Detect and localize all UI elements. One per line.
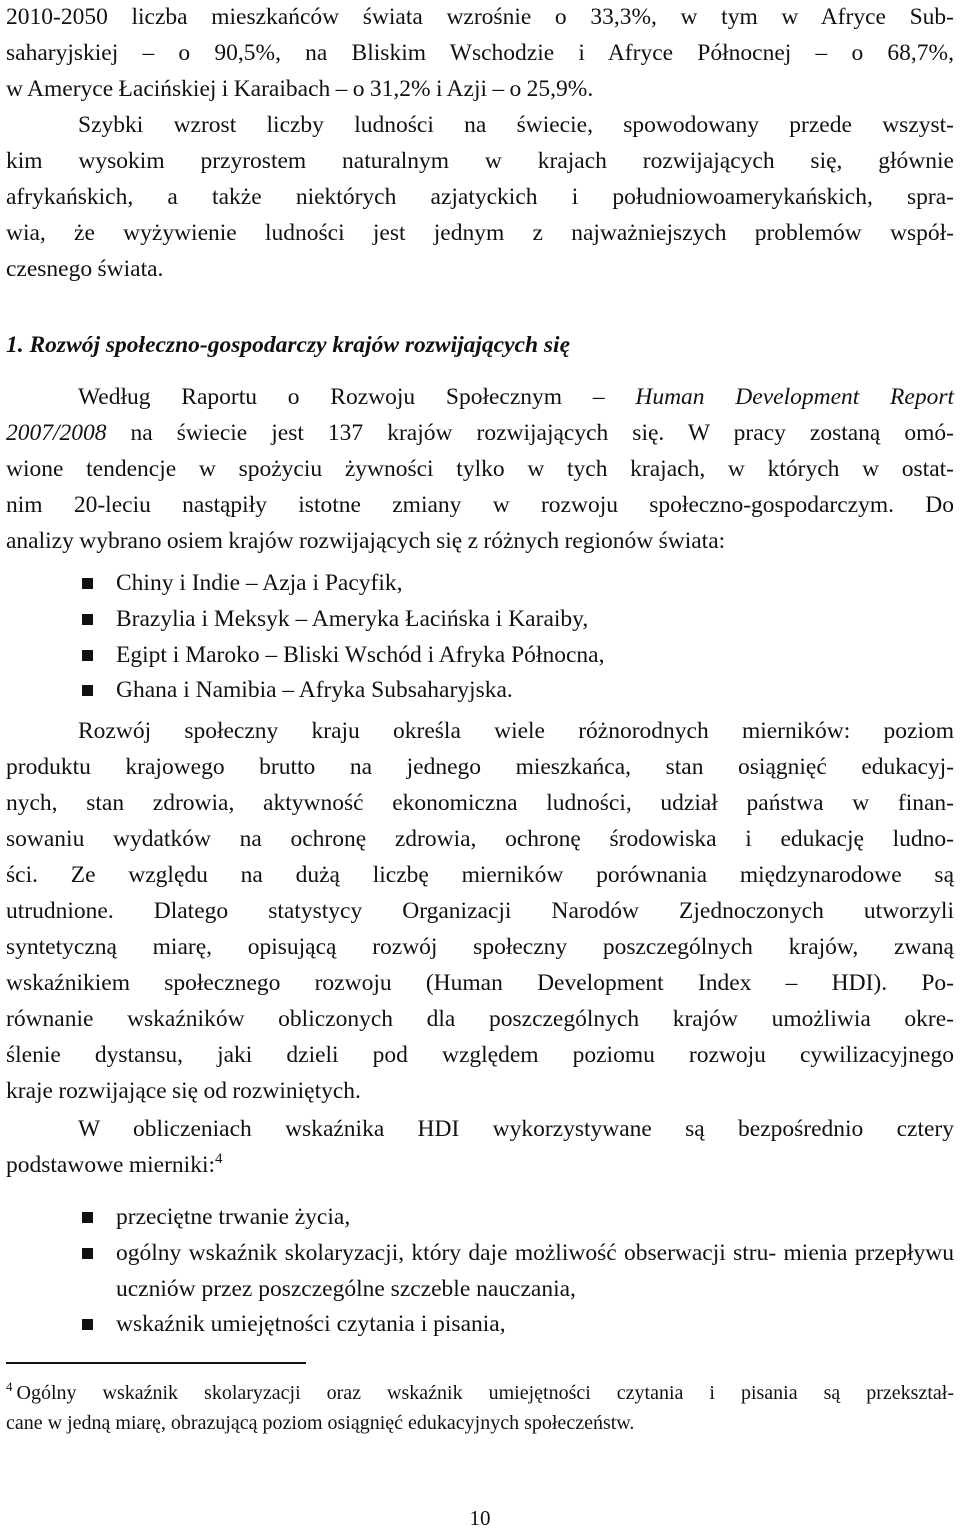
list-item	[6, 1307, 954, 1343]
para3-line-2-text: na świecie jest 137 krajów rozwijających się. W pracy zostaną omó-	[106, 420, 954, 446]
list-item	[6, 602, 954, 638]
square-bullet-icon	[82, 614, 93, 625]
para4-line-7: syntetyczną miarę, opisującą rozwój społeczny poszczególnych krajów, zwaną	[6, 934, 954, 960]
para4-line-2: produktu krajowego brutto na jednego mieszkańca, stan osiągnięć edukacyj-	[6, 754, 954, 780]
footnote-text-1: Ogólny wskaźnik skolaryzacji oraz wskaźnik umiejętności czytania i pisania są przekształ-	[16, 1382, 954, 1404]
list-item-text: ogólny wskaźnik skolaryzacji, który daje możliwość obserwacji stru- mienia przepływu uczniów przez poszczególne szczeble nauczania,	[116, 1239, 954, 1302]
report-title: Human Development Report	[635, 384, 954, 410]
footnote-line-1	[6, 1378, 954, 1408]
section-heading: 1. Rozwój społeczno-gospodarczy krajów rozwijających się	[6, 332, 571, 358]
para3-line-3: wione tendencje w spożyciu żywności tylko w tych krajach, w których w ostat-	[6, 456, 954, 482]
footnote-ref[interactable]: 4	[215, 1151, 223, 1167]
report-year: 2007/2008	[6, 420, 107, 446]
para4-line-9: równanie wskaźników obliczonych dla poszczególnych krajów umożliwia okre-	[6, 1006, 954, 1032]
para4-line-10: ślenie dystansu, jaki dzieli pod względem poziomu rozwoju cywilizacyjnego	[6, 1042, 954, 1068]
intro-line-1: 2010-2050 liczba mieszkańców świata wzrośnie o 33,3%, w tym w Afryce Sub-	[6, 4, 954, 30]
measures-list	[6, 1200, 954, 1343]
footnote-line-2: cane w jedną miarę, obrazującą poziom osiągnięć edukacyjnych społeczeństw.	[6, 1412, 635, 1434]
para4-line-4: sowaniu wydatków na ochronę zdrowia, ochronę środowiska i edukację ludno-	[6, 826, 954, 852]
para3-line-1	[6, 380, 954, 416]
square-bullet-icon	[82, 1248, 93, 1259]
list-item	[6, 673, 954, 709]
page-number: 10	[469, 1506, 491, 1530]
para4-line-8: wskaźnikiem społecznego rozwoju (Human Development Index – HDI). Po-	[6, 970, 954, 996]
list-item	[6, 566, 954, 602]
list-item-text: Brazylia i Meksyk – Ameryka Łacińska i Karaiby,	[116, 605, 589, 632]
list-item	[6, 1200, 954, 1236]
para5-line-2	[6, 1148, 954, 1184]
para4-line-3: nych, stan zdrowia, aktywność ekonomiczna ludności, udział państwa w finan-	[6, 790, 954, 816]
para3-line-5: analizy wybrano osiem krajów rozwijających się z różnych regionów świata:	[6, 528, 726, 554]
para2-line-2: kim wysokim przyrostem naturalnym w krajach rozwijających się, głównie	[6, 148, 954, 174]
list-item-text: Egipt i Maroko – Bliski Wschód i Afryka Północna,	[116, 641, 605, 668]
para4-line-5: ści. Ze względu na dużą liczbę mierników porównania międzynarodowe są	[6, 862, 954, 888]
footnote-divider	[6, 1362, 306, 1364]
para4-line-6: utrudnione. Dlatego statystycy Organizacji Narodów Zjednoczonych utworzyli	[6, 898, 954, 924]
footnote-marker: 4	[6, 1379, 13, 1394]
para2-line-4: wia, że wyżywienie ludności jest jednym z najważniejszych problemów współ-	[6, 220, 954, 246]
para3-line-1-text: Według Raportu o Rozwoju Społecznym –	[78, 384, 636, 410]
square-bullet-icon	[82, 1212, 93, 1223]
square-bullet-icon	[82, 578, 93, 589]
intro-line-2: saharyjskiej – o 90,5%, na Bliskim Wschodzie i Afryce Północnej – o 68,7%,	[6, 40, 954, 66]
list-item-text: Chiny i Indie – Azja i Pacyfik,	[116, 570, 403, 596]
para2-line-5: czesnego świata.	[6, 256, 164, 282]
square-bullet-icon	[82, 650, 93, 661]
para5-line-2-text: podstawowe mierniki:	[6, 1152, 216, 1178]
para4-line-11: kraje rozwijające się od rozwiniętych.	[6, 1078, 361, 1104]
square-bullet-icon	[82, 1319, 93, 1330]
square-bullet-icon	[82, 685, 93, 696]
para4-line-1: Rozwój społeczny kraju określa wiele różnorodnych mierników: poziom	[78, 718, 954, 744]
list-item-text: wskaźnik umiejętności czytania i pisania,	[116, 1311, 506, 1338]
intro-line-3: w Ameryce Łacińskiej i Karaibach – o 31,2% i Azji – o 25,9%.	[6, 76, 594, 102]
para2-line-1: Szybki wzrost liczby ludności na świecie, spowodowany przede wszyst-	[78, 112, 954, 138]
regions-list	[6, 566, 954, 709]
list-item-text: przeciętne trwanie życia,	[116, 1204, 351, 1230]
list-item	[6, 638, 954, 674]
para3-line-4: nim 20-leciu nastąpiły istotne zmiany w rozwoju społeczno-gospodarczym. Do	[6, 492, 954, 518]
list-item-text: Ghana i Namibia – Afryka Subsaharyjska.	[116, 677, 513, 704]
para5-line-1: W obliczeniach wskaźnika HDI wykorzystywane są bezpośrednio cztery	[78, 1116, 954, 1142]
para3-line-2	[6, 416, 954, 452]
para2-line-3: afrykańskich, a także niektórych azjatyckich i południowoamerykańskich, spra-	[6, 184, 954, 210]
list-item	[6, 1236, 954, 1308]
